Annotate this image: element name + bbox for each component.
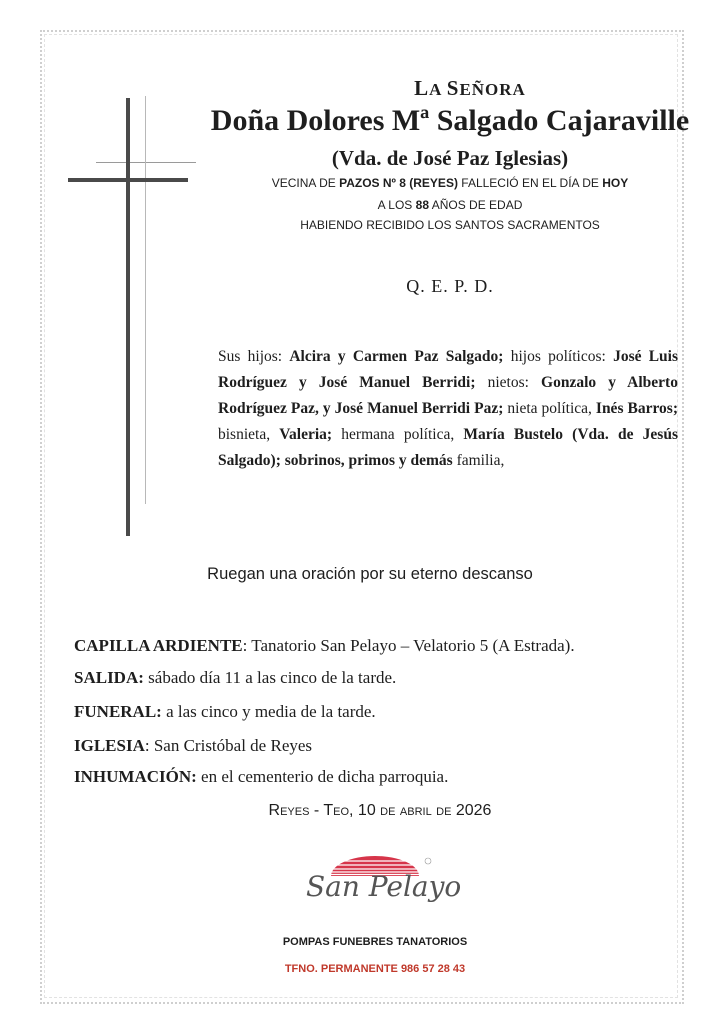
family-paragraph <box>218 344 678 474</box>
info-value: sábado día 11 a las cinco de la tarde. <box>143 668 397 687</box>
family-text: nieta política, <box>503 400 596 417</box>
phone-number: TFNO. PERMANENTE 986 57 28 43 <box>284 963 466 975</box>
place-date: Reyes - Teo, 10 de abril de 2026 <box>268 802 492 819</box>
senora-rest: EÑORA <box>459 80 526 99</box>
family-names: José Luis Rodríguez y José Manuel Berridi; <box>218 348 679 391</box>
family-text: familia, <box>452 452 505 469</box>
info-value: en el cementerio de dicha parroquia. <box>196 767 449 786</box>
death-text: FALLECIÓ EN EL DÍA DE <box>457 176 603 190</box>
family-names: María Bustelo (Vda. de Jesús Salgado); sobrinos, primos y demás <box>218 426 678 469</box>
company-tagline: POMPAS FUNEBRES TANATORIOS <box>282 936 468 948</box>
info-iglesia <box>74 736 312 756</box>
residence-address: PAZOS Nº 8 (REYES) <box>339 176 458 190</box>
residence-line <box>190 176 710 190</box>
deceased-name: Doña Dolores Mª Salgado Cajaraville <box>210 104 690 137</box>
widow-of: (Vda. de José Paz Iglesias) <box>331 146 569 170</box>
info-value: : San Cristóbal de Reyes <box>144 736 313 755</box>
family-names: Gonzalo y Alberto Rodríguez Paz, y José Manuel Berridi Paz; <box>218 374 678 417</box>
info-label: SALIDA: <box>74 668 144 687</box>
family-names: Inés Barros; <box>595 400 678 417</box>
family-names: Valeria; <box>279 426 333 443</box>
cross-post <box>126 98 130 536</box>
age-value: 88 <box>415 198 430 212</box>
family-text: hijos políticos: <box>503 348 614 365</box>
la-senora-rest: A <box>429 80 447 99</box>
cross-arm <box>68 178 188 182</box>
info-funeral <box>74 702 376 722</box>
prayer-request: Ruegan una oración por su eterno descanso <box>207 565 533 583</box>
residence-prefix: VECINA DE <box>271 176 340 190</box>
age-prefix: A LOS <box>377 198 416 212</box>
age-suffix: AÑOS DE EDAD <box>429 198 523 212</box>
info-label: CAPILLA ARDIENTE <box>74 636 243 655</box>
info-value: : Tanatorio San Pelayo – Velatorio 5 (A Estrada). <box>242 636 575 655</box>
family-text: bisnieta, <box>218 426 280 443</box>
family-names: Alcira y Carmen Paz Salgado; <box>289 348 504 365</box>
brand-logo: San Pelayo <box>306 870 462 903</box>
qepd: Q. E. P. D. <box>406 276 494 296</box>
age-line <box>190 198 710 212</box>
family-text: nietos: <box>475 374 542 391</box>
family-text: hermana política, <box>332 426 464 443</box>
family-text: Sus hijos: <box>218 348 290 365</box>
info-salida <box>74 668 396 688</box>
info-inhumacion <box>74 767 448 787</box>
info-capilla <box>74 636 575 656</box>
info-label: IGLESIA <box>74 736 145 755</box>
sacraments-line: HABIENDO RECIBIDO LOS SANTOS SACRAMENTOS <box>300 218 600 232</box>
death-day: HOY <box>602 176 629 190</box>
info-label: INHUMACIÓN: <box>74 767 197 786</box>
cross-thin-arm <box>96 162 196 163</box>
info-label: FUNERAL: <box>74 702 162 721</box>
senora-initial: S <box>446 76 460 100</box>
la-senora-initial: L <box>414 76 430 100</box>
la-senora-heading <box>230 76 710 101</box>
cross-thin-post <box>145 96 146 504</box>
info-value: a las cinco y media de la tarde. <box>161 702 376 721</box>
